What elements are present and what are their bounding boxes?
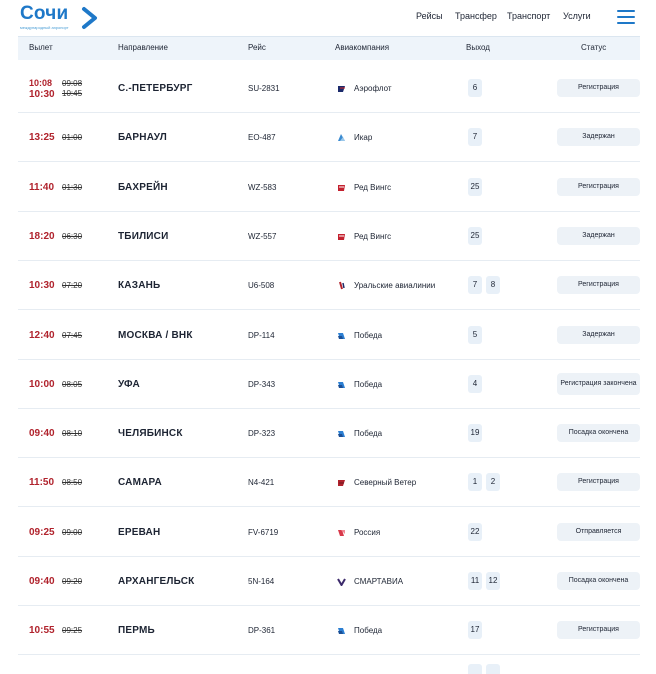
menu-burger-icon[interactable] bbox=[617, 10, 635, 24]
departure-time-scheduled: 08:05 bbox=[62, 379, 83, 389]
status-badge: Посадка окончена bbox=[557, 424, 640, 442]
pobeda-icon bbox=[337, 331, 346, 340]
departure-time-scheduled: 01:30 bbox=[62, 182, 83, 192]
gate-badge: 17 bbox=[468, 621, 482, 639]
table-row[interactable] bbox=[18, 311, 640, 360]
departure-time-actual: 10:55 bbox=[29, 625, 55, 637]
table-row[interactable] bbox=[18, 656, 640, 674]
column-header-flight: Рейс bbox=[248, 43, 266, 52]
airline-name: Победа bbox=[354, 330, 383, 340]
logo[interactable] bbox=[20, 3, 100, 35]
flight-number[interactable]: SU-2831 bbox=[248, 84, 280, 93]
logo-subtitle: международный аэропорт bbox=[20, 25, 69, 30]
table-row[interactable] bbox=[18, 261, 640, 310]
rossiya-icon bbox=[337, 528, 346, 537]
status-badge: Регистрация bbox=[557, 621, 640, 639]
airline-name: Аэрофлот bbox=[354, 84, 392, 93]
status-badge: Задержан bbox=[557, 326, 640, 344]
departure-time-actual: 09:40 bbox=[29, 428, 55, 440]
nav-flights[interactable]: Рейсы bbox=[416, 11, 443, 21]
aeroflot-icon bbox=[337, 84, 346, 93]
gate-badge: 7 bbox=[468, 128, 482, 146]
site-header bbox=[0, 0, 656, 36]
departure-time-scheduled: 01:00 bbox=[62, 133, 83, 143]
flight-number[interactable]: FV-6719 bbox=[248, 527, 279, 537]
gate-badge: 25 bbox=[468, 227, 482, 245]
destination[interactable]: МОСКВА / ВНК bbox=[118, 329, 193, 341]
column-header-airline: Авиакомпания bbox=[335, 43, 390, 52]
pobeda-icon bbox=[337, 380, 346, 389]
gate-badge: 8 bbox=[486, 276, 500, 294]
gate-badge: 4 bbox=[468, 375, 482, 393]
smartavia-icon bbox=[337, 577, 346, 586]
destination[interactable]: ЕРЕВАН bbox=[118, 526, 161, 538]
pobeda-icon bbox=[337, 429, 346, 438]
ural-airlines-icon bbox=[337, 281, 346, 290]
flight-number[interactable]: DP-343 bbox=[248, 379, 276, 389]
flight-number[interactable]: WZ-583 bbox=[248, 182, 277, 192]
destination[interactable]: КАЗАНЬ bbox=[118, 280, 161, 292]
table-row[interactable] bbox=[18, 163, 640, 212]
departure-time-actual-2: 10:30 bbox=[29, 89, 55, 100]
flight-number[interactable]: DP-114 bbox=[248, 330, 275, 340]
airline-name: Икар bbox=[354, 133, 373, 143]
departure-time-scheduled: 09:20 bbox=[62, 577, 83, 586]
status-badge: Регистрация bbox=[557, 178, 640, 196]
flight-number[interactable]: EO-487 bbox=[248, 133, 276, 143]
departure-time-actual: 10:08 bbox=[29, 78, 53, 88]
departure-time-scheduled: 08:50 bbox=[62, 478, 83, 488]
departure-time-actual: 12:40 bbox=[29, 329, 55, 341]
nav-transport[interactable]: Транспорт bbox=[507, 11, 551, 21]
table-row[interactable] bbox=[18, 360, 640, 409]
departure-time-scheduled: 07:45 bbox=[62, 330, 83, 340]
status-badge: Задержан bbox=[557, 128, 640, 146]
gate-badge: 7 bbox=[468, 276, 482, 294]
table-header bbox=[18, 36, 640, 60]
departure-time-scheduled: 07:20 bbox=[62, 281, 83, 291]
destination[interactable]: АРХАНГЕЛЬСК bbox=[118, 576, 195, 587]
departure-time-actual: 11:40 bbox=[29, 181, 55, 193]
departure-time-scheduled: 06:30 bbox=[62, 231, 83, 241]
departure-time-scheduled: 09:08 bbox=[62, 79, 83, 88]
table-row[interactable] bbox=[18, 458, 640, 507]
destination[interactable]: БАХРЕЙН bbox=[118, 181, 168, 193]
nav-transfer[interactable]: Трансфер bbox=[455, 11, 497, 21]
destination[interactable]: БАРНАУЛ bbox=[118, 132, 168, 144]
flight-number[interactable]: 5N-164 bbox=[248, 577, 275, 586]
column-header-status: Статус bbox=[581, 43, 607, 52]
status-badge: Регистрация bbox=[557, 276, 640, 294]
status-badge: Регистрация закончена bbox=[557, 373, 640, 395]
departure-time-actual: 10:00 bbox=[29, 378, 55, 390]
airline-name: Россия bbox=[354, 527, 381, 537]
departure-time-scheduled: 09:25 bbox=[62, 626, 83, 636]
destination[interactable]: ТБИЛИСИ bbox=[118, 230, 169, 242]
departure-time-actual: 13:25 bbox=[29, 132, 55, 144]
flight-number[interactable]: N4-421 bbox=[248, 478, 275, 488]
gate-badge: 19 bbox=[468, 424, 482, 442]
departure-time-actual: 09:40 bbox=[29, 576, 55, 587]
airline-name: Ред Вингс bbox=[354, 182, 392, 192]
table-row[interactable] bbox=[18, 557, 640, 606]
gate-badge: 2 bbox=[486, 473, 500, 491]
table-row[interactable] bbox=[18, 606, 640, 655]
destination[interactable]: ПЕРМЬ bbox=[118, 625, 155, 637]
red-wings-icon bbox=[337, 183, 346, 192]
airline-name: Победа bbox=[354, 626, 383, 636]
destination[interactable]: УФА bbox=[118, 378, 140, 390]
status-badge: Регистрация bbox=[557, 79, 640, 97]
pobeda-icon bbox=[337, 626, 346, 635]
flight-number[interactable]: DP-361 bbox=[248, 626, 276, 636]
destination[interactable]: С.-ПЕТЕРБУРГ bbox=[118, 83, 193, 94]
departure-time-actual: 09:25 bbox=[29, 526, 55, 538]
logo-chevron-icon bbox=[78, 6, 104, 30]
destination[interactable]: ЧЕЛЯБИНСК bbox=[118, 428, 183, 440]
airline-name: Ред Вингс bbox=[354, 231, 392, 241]
flight-number[interactable]: WZ-557 bbox=[248, 231, 277, 241]
red-wings-icon bbox=[337, 232, 346, 241]
destination[interactable]: САМАРА bbox=[118, 477, 162, 489]
table-row[interactable] bbox=[18, 508, 640, 557]
table-row[interactable] bbox=[18, 113, 640, 162]
departure-time-scheduled-2: 10:45 bbox=[62, 89, 83, 98]
gate-badge: 1 bbox=[468, 473, 482, 491]
airline-name: Северный Ветер bbox=[354, 478, 417, 488]
table-row[interactable] bbox=[18, 64, 640, 113]
flight-number[interactable]: DP-323 bbox=[248, 429, 276, 439]
logo-text: Сочи bbox=[20, 3, 69, 24]
ikar-icon bbox=[337, 133, 346, 142]
status-badge: Регистрация bbox=[557, 473, 640, 491]
table-row[interactable] bbox=[18, 409, 640, 458]
gate-badge bbox=[468, 664, 482, 674]
gate-badge: 6 bbox=[468, 79, 482, 97]
departure-time-scheduled: 08:10 bbox=[62, 429, 83, 439]
flight-number[interactable]: U6-508 bbox=[248, 281, 275, 291]
departure-time-actual: 11:50 bbox=[29, 477, 55, 489]
departure-time-actual: 10:30 bbox=[29, 280, 55, 292]
airline-name: Победа bbox=[354, 379, 383, 389]
nav-services[interactable]: Услуги bbox=[563, 11, 591, 21]
gate-badge bbox=[486, 664, 500, 674]
gate-badge: 11 bbox=[468, 572, 482, 590]
departure-time-scheduled: 09:00 bbox=[62, 527, 83, 537]
column-header-departure: Вылет bbox=[29, 43, 53, 52]
airline-name: Уральские авиалинии bbox=[354, 281, 436, 291]
column-header-gate: Выход bbox=[466, 43, 490, 52]
table-row[interactable] bbox=[18, 212, 640, 261]
status-badge: Задержан bbox=[557, 227, 640, 245]
status-badge: Посадка окончена bbox=[557, 572, 640, 590]
gate-badge: 5 bbox=[468, 326, 482, 344]
departure-time-actual: 18:20 bbox=[29, 230, 55, 242]
nordwind-icon bbox=[337, 478, 346, 487]
gate-badge: 22 bbox=[468, 523, 482, 541]
column-header-destination: Направление bbox=[118, 43, 168, 52]
gate-badge: 25 bbox=[468, 178, 482, 196]
airline-name: СМАРТАВИА bbox=[354, 577, 404, 586]
airline-name: Победа bbox=[354, 429, 383, 439]
gate-badge: 12 bbox=[486, 572, 500, 590]
status-badge: Отправляется bbox=[557, 523, 640, 541]
